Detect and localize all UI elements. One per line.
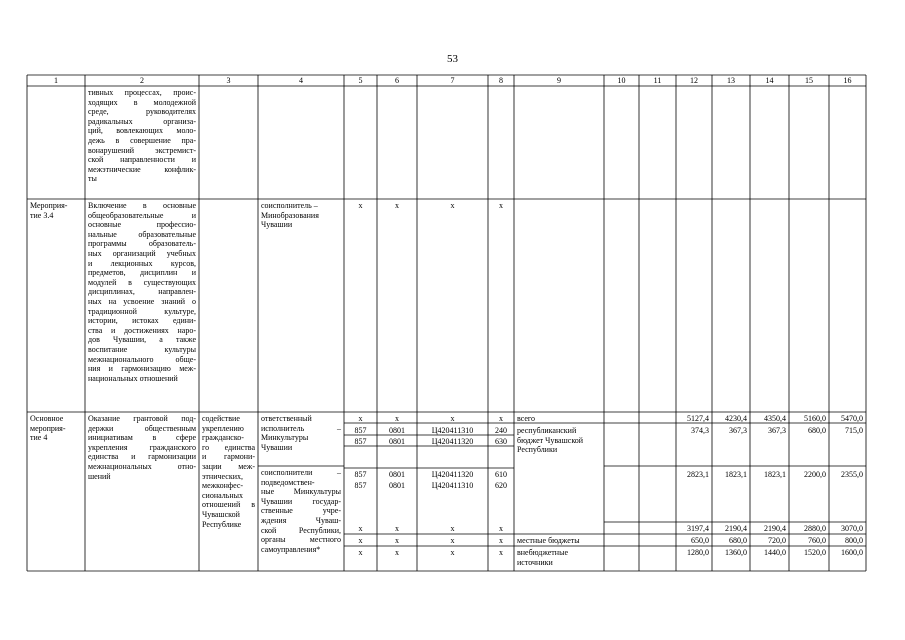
source-republic	[517, 426, 601, 455]
column-header-4: 4	[299, 76, 303, 85]
value-rep2-15: 2200,0	[804, 470, 826, 479]
m34-description-line: дисциплинах, направлен-	[88, 287, 196, 297]
m4-row-target: x	[450, 548, 455, 557]
value-rep2-14: 1823,1	[764, 470, 786, 479]
value-total-12: 5127,4	[687, 414, 709, 423]
value-local-13: 680,0	[729, 536, 747, 545]
m4-row-section: 0801	[389, 470, 405, 479]
value-rep3-16: 3070,0	[841, 524, 863, 533]
column-header-16: 16	[843, 76, 852, 85]
m4-responsible-line: Минкультуры	[261, 433, 309, 443]
m4-row-expense: x	[499, 548, 503, 557]
m4-goal	[202, 414, 255, 529]
continued-text-col2-line: вонарушений экстремист-	[88, 145, 196, 155]
m34-description-line: ных на усвоение знаний о	[88, 296, 196, 306]
m4-description-line: межнациональных отно-	[88, 461, 196, 471]
m4-row-grbs: 857	[354, 437, 367, 446]
m4-row-section: 0801	[389, 426, 405, 435]
value-rep1-14: 367,3	[768, 426, 786, 435]
m34-label-line: тие 3.4	[30, 210, 54, 220]
value-rep1-13: 367,3	[729, 426, 747, 435]
value-rep3-15: 2880,0	[804, 524, 826, 533]
m4-label-line: Основное	[30, 414, 64, 423]
column-header-13: 13	[727, 76, 735, 85]
source-republic-line: Республики	[517, 445, 558, 455]
value-extra-13: 1360,0	[725, 548, 747, 557]
m4-row-target: x	[450, 536, 455, 545]
m4-row-section: 0801	[389, 481, 405, 490]
m4-responsible-line: Чувашии	[261, 442, 293, 452]
m4-description-line: укрепления гражданского	[88, 442, 196, 452]
m34-description-line: предметов, дисциплин и	[88, 268, 196, 278]
m4-coexecutors-line: подведомствен-	[261, 477, 315, 487]
m34-description-line: программы образователь-	[88, 239, 196, 249]
m34-description-line: истории, истоках едини-	[88, 316, 196, 326]
value-total-16: 5470,0	[841, 414, 863, 423]
m4-goal-line: зации меж-	[202, 461, 255, 471]
m4-row-grbs: x	[358, 548, 363, 557]
continued-text-col2	[88, 88, 196, 184]
continued-text-col2-line: среде, руководителях	[88, 107, 196, 117]
source-republic-line: бюджет Чувашской	[517, 435, 584, 445]
m4-description-line: Оказание грантовой под-	[88, 414, 196, 423]
m34-col7: x	[450, 201, 455, 210]
page-number: 53	[447, 53, 458, 65]
m4-coexecutors-line: ждения Чуваш-	[261, 515, 341, 525]
m4-description-line: держки общественным	[88, 423, 196, 433]
continued-text-col2-line: межэтнические конфлик-	[88, 164, 196, 174]
m4-row-target: Ц420411320	[431, 470, 474, 479]
source-republic-line: республиканский	[517, 426, 577, 435]
m4-coexecutors-line: ственные учре-	[261, 506, 341, 516]
column-header-8: 8	[499, 76, 503, 85]
column-header-12: 12	[690, 76, 698, 85]
m4-row-section: x	[395, 536, 399, 545]
m4-description-line: шений	[88, 471, 111, 481]
value-rep2-16: 2355,0	[841, 470, 863, 479]
m34-executor-line: соисполнитель –	[261, 201, 318, 210]
m4-row-section: x	[395, 414, 399, 423]
m4-responsible	[261, 414, 341, 452]
m4-row-expense: 240	[495, 426, 507, 435]
m34-executor-line: Чувашии	[261, 220, 293, 230]
m4-row-grbs: 857	[354, 470, 367, 479]
continued-text-col2-line: ходящих в молодежной	[88, 97, 196, 107]
m4-goal-line: и гармони-	[202, 452, 255, 462]
m4-coexecutors	[261, 468, 341, 554]
m34-description-line: ния и гармонизацию меж-	[88, 364, 196, 374]
m34-description-line: воспитание культуры	[88, 344, 196, 354]
m4-row-section: x	[395, 524, 399, 533]
m4-row-grbs: x	[358, 536, 363, 545]
m4-goal-line: этнических,	[202, 471, 243, 481]
m34-executor	[261, 201, 341, 230]
value-rep3-14: 2190,4	[764, 524, 786, 533]
m4-row-target: x	[450, 414, 455, 423]
value-rep1-16: 715,0	[845, 426, 863, 435]
column-header-15: 15	[805, 76, 813, 85]
value-local-12: 650,0	[691, 536, 709, 545]
column-header-11: 11	[653, 76, 662, 85]
m34-description-line: нальные образовательные	[88, 229, 196, 239]
m4-goal-line: гражданско-	[202, 433, 244, 443]
value-rep3-12: 3197,4	[687, 524, 709, 533]
m4-goal-line: содействие	[202, 414, 240, 423]
m4-row-target: Ц420411320	[431, 437, 474, 446]
m34-col8: x	[499, 201, 503, 210]
column-header-7: 7	[450, 76, 455, 85]
m4-row-grbs: x	[358, 414, 363, 423]
value-extra-14: 1440,0	[764, 548, 786, 557]
m4-row-expense: 620	[495, 481, 507, 490]
m34-description	[88, 201, 196, 383]
continued-text-col2-line: тивных процессах, проис-	[88, 88, 196, 97]
m4-responsible-line: исполнитель –	[261, 423, 341, 433]
column-header-2: 2	[140, 76, 144, 85]
value-rep2-13: 1823,1	[725, 470, 747, 479]
m4-coexecutors-line: органы местного	[261, 535, 341, 545]
continued-text-col2-line: радикальных организа-	[88, 116, 196, 126]
source-total: всего	[517, 414, 536, 423]
column-header-6: 6	[395, 76, 399, 85]
m4-label-line: тие 4	[30, 433, 48, 443]
value-rep1-12: 374,3	[691, 426, 709, 435]
continued-text-col2-line: ций, вовлекающих моло-	[88, 126, 196, 136]
column-header-9: 9	[557, 76, 561, 85]
m4-description-line: инициативам в сфере	[88, 433, 196, 443]
continued-text-col2-line: ской направленности и	[88, 155, 196, 165]
m4-row-expense: x	[499, 536, 503, 545]
m34-description-line: общеобразовательные и	[88, 210, 196, 220]
m34-description-line: межнационального обще-	[88, 354, 196, 364]
m4-row-section: 0801	[389, 437, 405, 446]
m4-label	[30, 414, 82, 443]
m4-row-expense: 610	[495, 470, 507, 479]
m4-responsible-line: ответственный	[261, 414, 312, 423]
m4-row-expense: 630	[495, 437, 507, 446]
m4-row-target: Ц420411310	[431, 426, 474, 435]
m34-description-line: основные профессио-	[88, 220, 196, 230]
column-header-3: 3	[226, 76, 231, 85]
m4-description	[88, 414, 196, 481]
m4-row-expense: x	[499, 414, 503, 423]
value-total-13: 4230,4	[725, 414, 747, 423]
value-local-16: 800,0	[845, 536, 863, 545]
m4-goal-line: Республике	[202, 519, 242, 529]
column-header-1: 1	[54, 76, 58, 85]
m4-coexecutors-line: ные Минкультуры	[261, 487, 341, 497]
continued-text-col2-line: ты	[88, 174, 97, 184]
column-header-14: 14	[765, 76, 774, 85]
source-extra	[517, 548, 601, 567]
m34-description-line: Включение в основные	[88, 201, 196, 210]
value-rep3-13: 2190,4	[725, 524, 747, 533]
value-extra-12: 1280,0	[687, 548, 709, 557]
m4-coexecutors-line: ской Республики,	[261, 525, 341, 535]
m4-goal-line: межконфес-	[202, 481, 244, 491]
m4-coexecutors-line: Чувашии государ-	[261, 496, 341, 506]
m4-row-grbs: 857	[354, 426, 367, 435]
m34-description-line: традиционной культуре,	[88, 306, 196, 316]
m4-label-line: мероприя-	[30, 423, 66, 433]
source-extra-line: источники	[517, 557, 553, 567]
m34-description-line: и лекционных курсов,	[88, 258, 196, 268]
value-total-14: 4350,4	[764, 414, 786, 423]
m4-coexecutors-line: самоуправления*	[261, 544, 321, 554]
m4-row-grbs: 857	[354, 481, 367, 490]
source-extra-line: внебюджетные	[517, 548, 568, 557]
m4-description-line: единства и гармонизации	[88, 452, 196, 462]
value-extra-16: 1600,0	[841, 548, 863, 557]
column-header-10: 10	[617, 76, 626, 85]
value-local-15: 760,0	[808, 536, 826, 545]
m34-description-line: модулей в существующих	[88, 277, 196, 287]
value-rep2-12: 2823,1	[687, 470, 709, 479]
continued-text-col2-line: дежь в совершение пра-	[88, 135, 196, 145]
column-header-5: 5	[358, 76, 363, 85]
m4-row-target: x	[450, 524, 455, 533]
m34-description-line: ства и достижениях наро-	[88, 325, 196, 335]
m4-goal-line: го единства	[202, 442, 255, 452]
value-extra-15: 1520,0	[804, 548, 826, 557]
value-local-14: 720,0	[768, 536, 786, 545]
m4-coexecutors-line: соисполнители –	[261, 468, 341, 477]
m34-executor-line: Минобразования	[261, 210, 319, 220]
m34-col6: x	[395, 201, 399, 210]
m34-col5: x	[358, 201, 363, 210]
m4-row-target: Ц420411310	[431, 481, 474, 490]
source-local: местные бюджеты	[517, 536, 580, 545]
m34-description-line: национальных отношений	[88, 373, 178, 383]
m4-row-expense: x	[499, 524, 503, 533]
m34-description-line: ных организаций учебных	[88, 248, 196, 258]
m4-goal-line: сиональных	[202, 490, 244, 500]
m34-label	[30, 201, 82, 220]
value-rep1-15: 680,0	[808, 426, 826, 435]
m4-row-grbs: x	[358, 524, 363, 533]
m4-goal-line: Чувашской	[202, 509, 240, 519]
m34-description-line: дов Чувашии, а также	[88, 335, 196, 345]
m4-row-section: x	[395, 548, 399, 557]
m4-goal-line: укреплению	[202, 423, 244, 433]
m34-label-line: Мероприя-	[30, 201, 68, 210]
m4-goal-line: отношений в	[202, 500, 255, 510]
value-total-15: 5160,0	[804, 414, 826, 423]
